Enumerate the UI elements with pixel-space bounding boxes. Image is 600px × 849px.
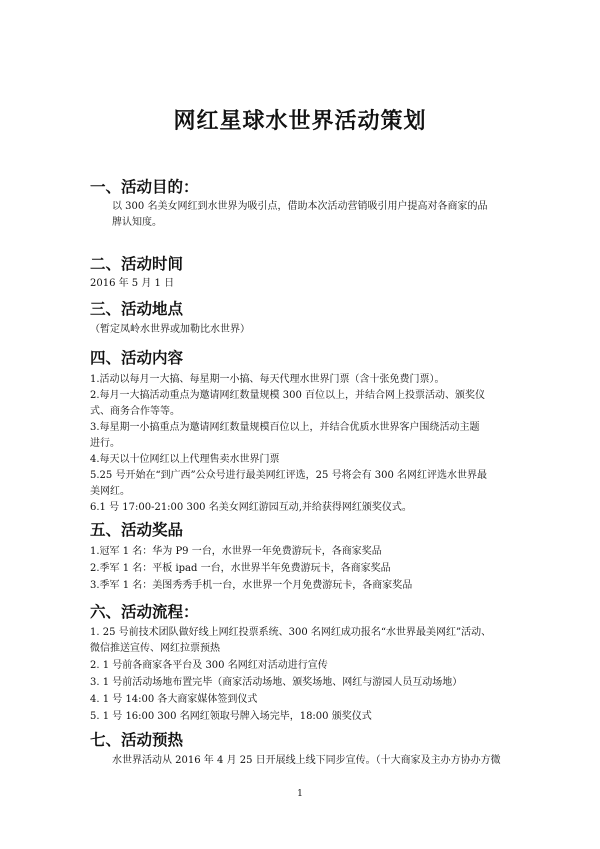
process-line-3: 2. 1 号前各商家各平台及 300 名网红对活动进行宣传 — [90, 660, 328, 671]
process-line-2: 微信推送宣传、网红拉票预热 — [90, 643, 220, 654]
section-heading-purpose: 一、活动目的： — [90, 178, 199, 196]
process-line-6: 5. 1 号 16:00 300 名网红领取号牌入场完毕，18:00 颁奖仪式 — [90, 711, 372, 722]
content-line-5: 进行。 — [90, 438, 120, 449]
section-heading-process: 六、活动流程： — [90, 603, 199, 621]
page-title: 网红星球水世界活动策划 — [173, 109, 427, 134]
content-line-6: 4.每天以十位网红以上代理售卖水世界门票 — [90, 454, 280, 465]
purpose-line-2: 牌认知度。 — [112, 217, 162, 228]
content-line-2: 2.每月一大搞活动重点为邀请网红数量规模 300 百位以上，并结合网上投票活动、颁奖仪 — [90, 390, 485, 401]
content-line-9: 6.1 号 17:00-21:00 300 名美女网红游园互动,并给获得网红颁奖仪式。 — [90, 502, 412, 513]
warmup-line-1: 水世界活动从 2016 年 4 月 25 日开展线上线下同步宣传。（十大商家及主办方协办方微 — [112, 755, 501, 766]
process-line-4: 3. 1 号前活动场地布置完毕（商家活动场地、颁奖场地、网红与游园人员互动场地） — [90, 677, 463, 688]
section-heading-location: 三、活动地点 — [90, 300, 184, 318]
content-line-1: 1.活动以每月一大搞、每星期一小搞、每天代理水世界门票（含十张免费门票）。 — [90, 374, 445, 385]
time-line-1: 2016 年 5 月 1 日 — [90, 278, 175, 289]
prize-line-2: 2.季军 1 名：平板 ipad 一台，水世界半年免费游玩卡，各商家奖品 — [90, 563, 391, 574]
process-line-5: 4. 1 号 14:00 各大商家媒体签到仪式 — [90, 694, 258, 705]
section-heading-warmup: 七、活动预热 — [90, 731, 184, 749]
content-line-7: 5.25 号开始在“到广西”公众号进行最美网红评选，25 号将会有 300 名网红评选水世界最 — [90, 470, 488, 481]
prize-line-1: 1.冠军 1 名：华为 P9 一台，水世界一年免费游玩卡，各商家奖品 — [90, 546, 382, 557]
location-line-1: （暂定凤岭水世界或加勒比水世界） — [90, 324, 250, 335]
content-line-8: 美网红。 — [90, 486, 130, 497]
page-number: 1 — [297, 789, 303, 799]
section-heading-prizes: 五、活动奖品 — [90, 521, 184, 539]
section-heading-content: 四、活动内容 — [90, 349, 184, 367]
purpose-line-1: 以 300 名美女网红到水世界为吸引点，借助本次活动营销吸引用户提高对各商家的品 — [112, 201, 488, 212]
content-line-3: 式、商务合作等等。 — [90, 406, 180, 417]
content-line-4: 3.每星期一小搞重点为邀请网红数量规模百位以上，并结合优质水世界客户围绕活动主题 — [90, 422, 480, 433]
process-line-1: 1. 25 号前技术团队做好线上网红投票系统、300 名网红成功报名“水世界最美网红”活动、 — [90, 627, 492, 638]
section-heading-time: 二、活动时间 — [90, 255, 184, 273]
prize-line-3: 3.季军 1 名：美图秀秀手机一台，水世界一个月免费游玩卡，各商家奖品 — [90, 580, 413, 591]
